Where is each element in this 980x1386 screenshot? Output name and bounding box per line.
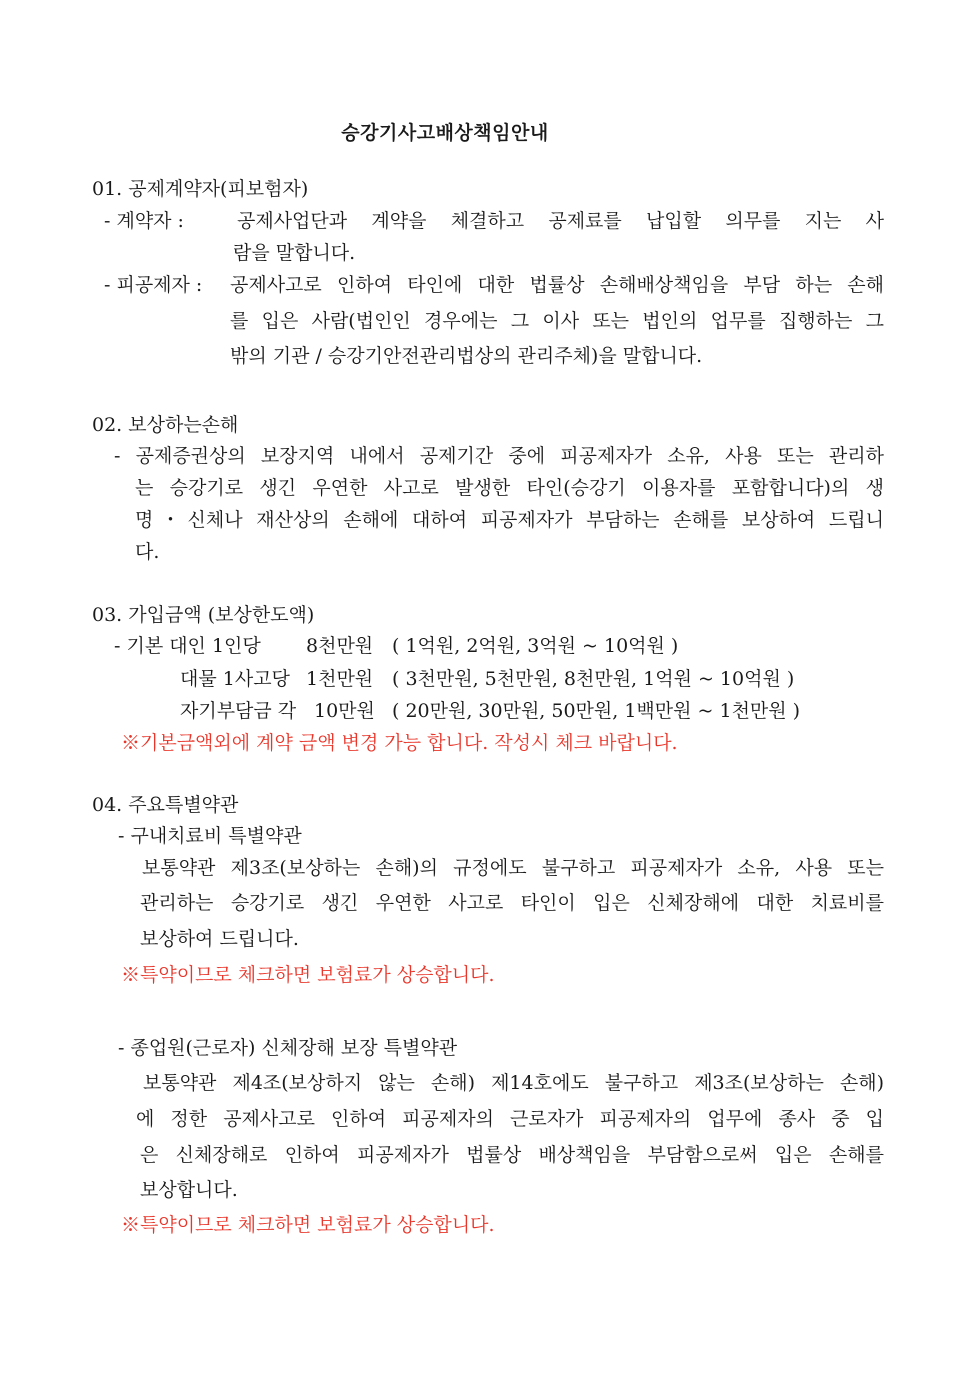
section-3-heading: 03. 가입금액 (보상한도액) bbox=[92, 604, 315, 626]
amount-options: ( 20만원, 30만원, 50만원, 1백만원 ~ 1천만원 ) bbox=[392, 700, 801, 722]
section-2-line1: - 공제증권상의 보장지역 내에서 공제기간 중에 피공제자가 소유, 사용 또는 관리하 bbox=[114, 445, 884, 467]
contractor-text-line1: 공제사업단과 계약을 체결하고 공제료를 납입할 의무를 지는 사 bbox=[237, 210, 884, 232]
insured-text-line3: 밖의 기관 / 승강기안전관리법상의 관리주체)을 말합니다. bbox=[230, 345, 703, 367]
amount-change-note: ※기본금액외에 계약 금액 변경 가능 합니다. 작성시 체크 바랍니다. bbox=[121, 732, 678, 754]
clause-1-line2: 관리하는 승강기로 생긴 우연한 사고로 타인이 입은 신체장해에 대한 치료비를 bbox=[140, 892, 884, 914]
amount-value: 1천만원 bbox=[306, 668, 374, 690]
clause-2-note: ※특약이므로 체크하면 보험료가 상승합니다. bbox=[121, 1214, 495, 1236]
section-2-heading: 02. 보상하는손해 bbox=[92, 414, 239, 436]
amount-value: 10만원 bbox=[314, 700, 375, 722]
clause-1-line1: 보통약관 제3조(보상하는 손해)의 규정에도 불구하고 피공제자가 소유, 사용 또는 bbox=[142, 857, 884, 879]
clause-2-line1: 보통약관 제4조(보상하지 않는 손해) 제14호에도 불구하고 제3조(보상하는 손해) bbox=[143, 1072, 884, 1094]
insured-text-line1: 공제사고로 인하여 타인에 대한 법률상 손해배상책임을 부담 하는 손해 bbox=[230, 274, 884, 296]
amount-value: 8천만원 bbox=[306, 635, 374, 657]
section-2-line4: 다. bbox=[135, 541, 160, 563]
clause-2-line2: 에 정한 공제사고로 인하여 피공제자의 근로자가 피공제자의 업무에 종사 중 입 bbox=[136, 1108, 884, 1130]
clause-2-line4: 보상합니다. bbox=[140, 1179, 238, 1201]
section-2-line2: 는 승강기로 생긴 우연한 사고로 발생한 타인(승강기 이용자를 포함합니다)의 생 bbox=[135, 477, 884, 499]
amount-row bbox=[114, 632, 678, 660]
section-2-line3: 명・신체나 재산상의 손해에 대하여 피공제자가 부담하는 손해를 보상하여 드립니 bbox=[135, 509, 884, 531]
clause-1-title: - 구내치료비 특별약관 bbox=[118, 825, 302, 847]
clause-1-line3: 보상하여 드립니다. bbox=[140, 928, 299, 950]
insured-label: - 피공제자 : bbox=[104, 274, 203, 296]
amount-row bbox=[180, 697, 800, 725]
clause-2-line3: 은 신체장해로 인하여 피공제자가 법률상 배상책임을 부담함으로써 입은 손해를 bbox=[140, 1144, 884, 1166]
clause-1-note: ※특약이므로 체크하면 보험료가 상승합니다. bbox=[121, 964, 495, 986]
amount-options: ( 1억원, 2억원, 3억원 ~ 10억원 ) bbox=[392, 635, 679, 657]
section-1-heading: 01. 공제계약자(피보험자) bbox=[92, 178, 309, 200]
clause-2-title: - 종업원(근로자) 신체장해 보장 특별약관 bbox=[118, 1037, 458, 1059]
amount-options: ( 3천만원, 5천만원, 8천만원, 1억원 ~ 10억원 ) bbox=[392, 668, 795, 690]
amount-label: 대물 1사고당 bbox=[180, 668, 290, 690]
amount-label: - 기본 대인 1인당 bbox=[114, 635, 261, 657]
amount-row bbox=[180, 665, 794, 693]
insured-text-line2: 를 입은 사람(법인인 경우에는 그 이사 또는 법인의 업무를 집행하는 그 bbox=[230, 310, 884, 332]
section-4-heading: 04. 주요특별약관 bbox=[92, 794, 239, 816]
amount-label: 자기부담금 각 bbox=[180, 700, 297, 722]
contractor-label: - 계약자 : bbox=[104, 210, 184, 232]
page-title: 승강기사고배상책임안내 bbox=[341, 122, 549, 144]
contractor-text-line2: 람을 말합니다. bbox=[233, 242, 356, 264]
